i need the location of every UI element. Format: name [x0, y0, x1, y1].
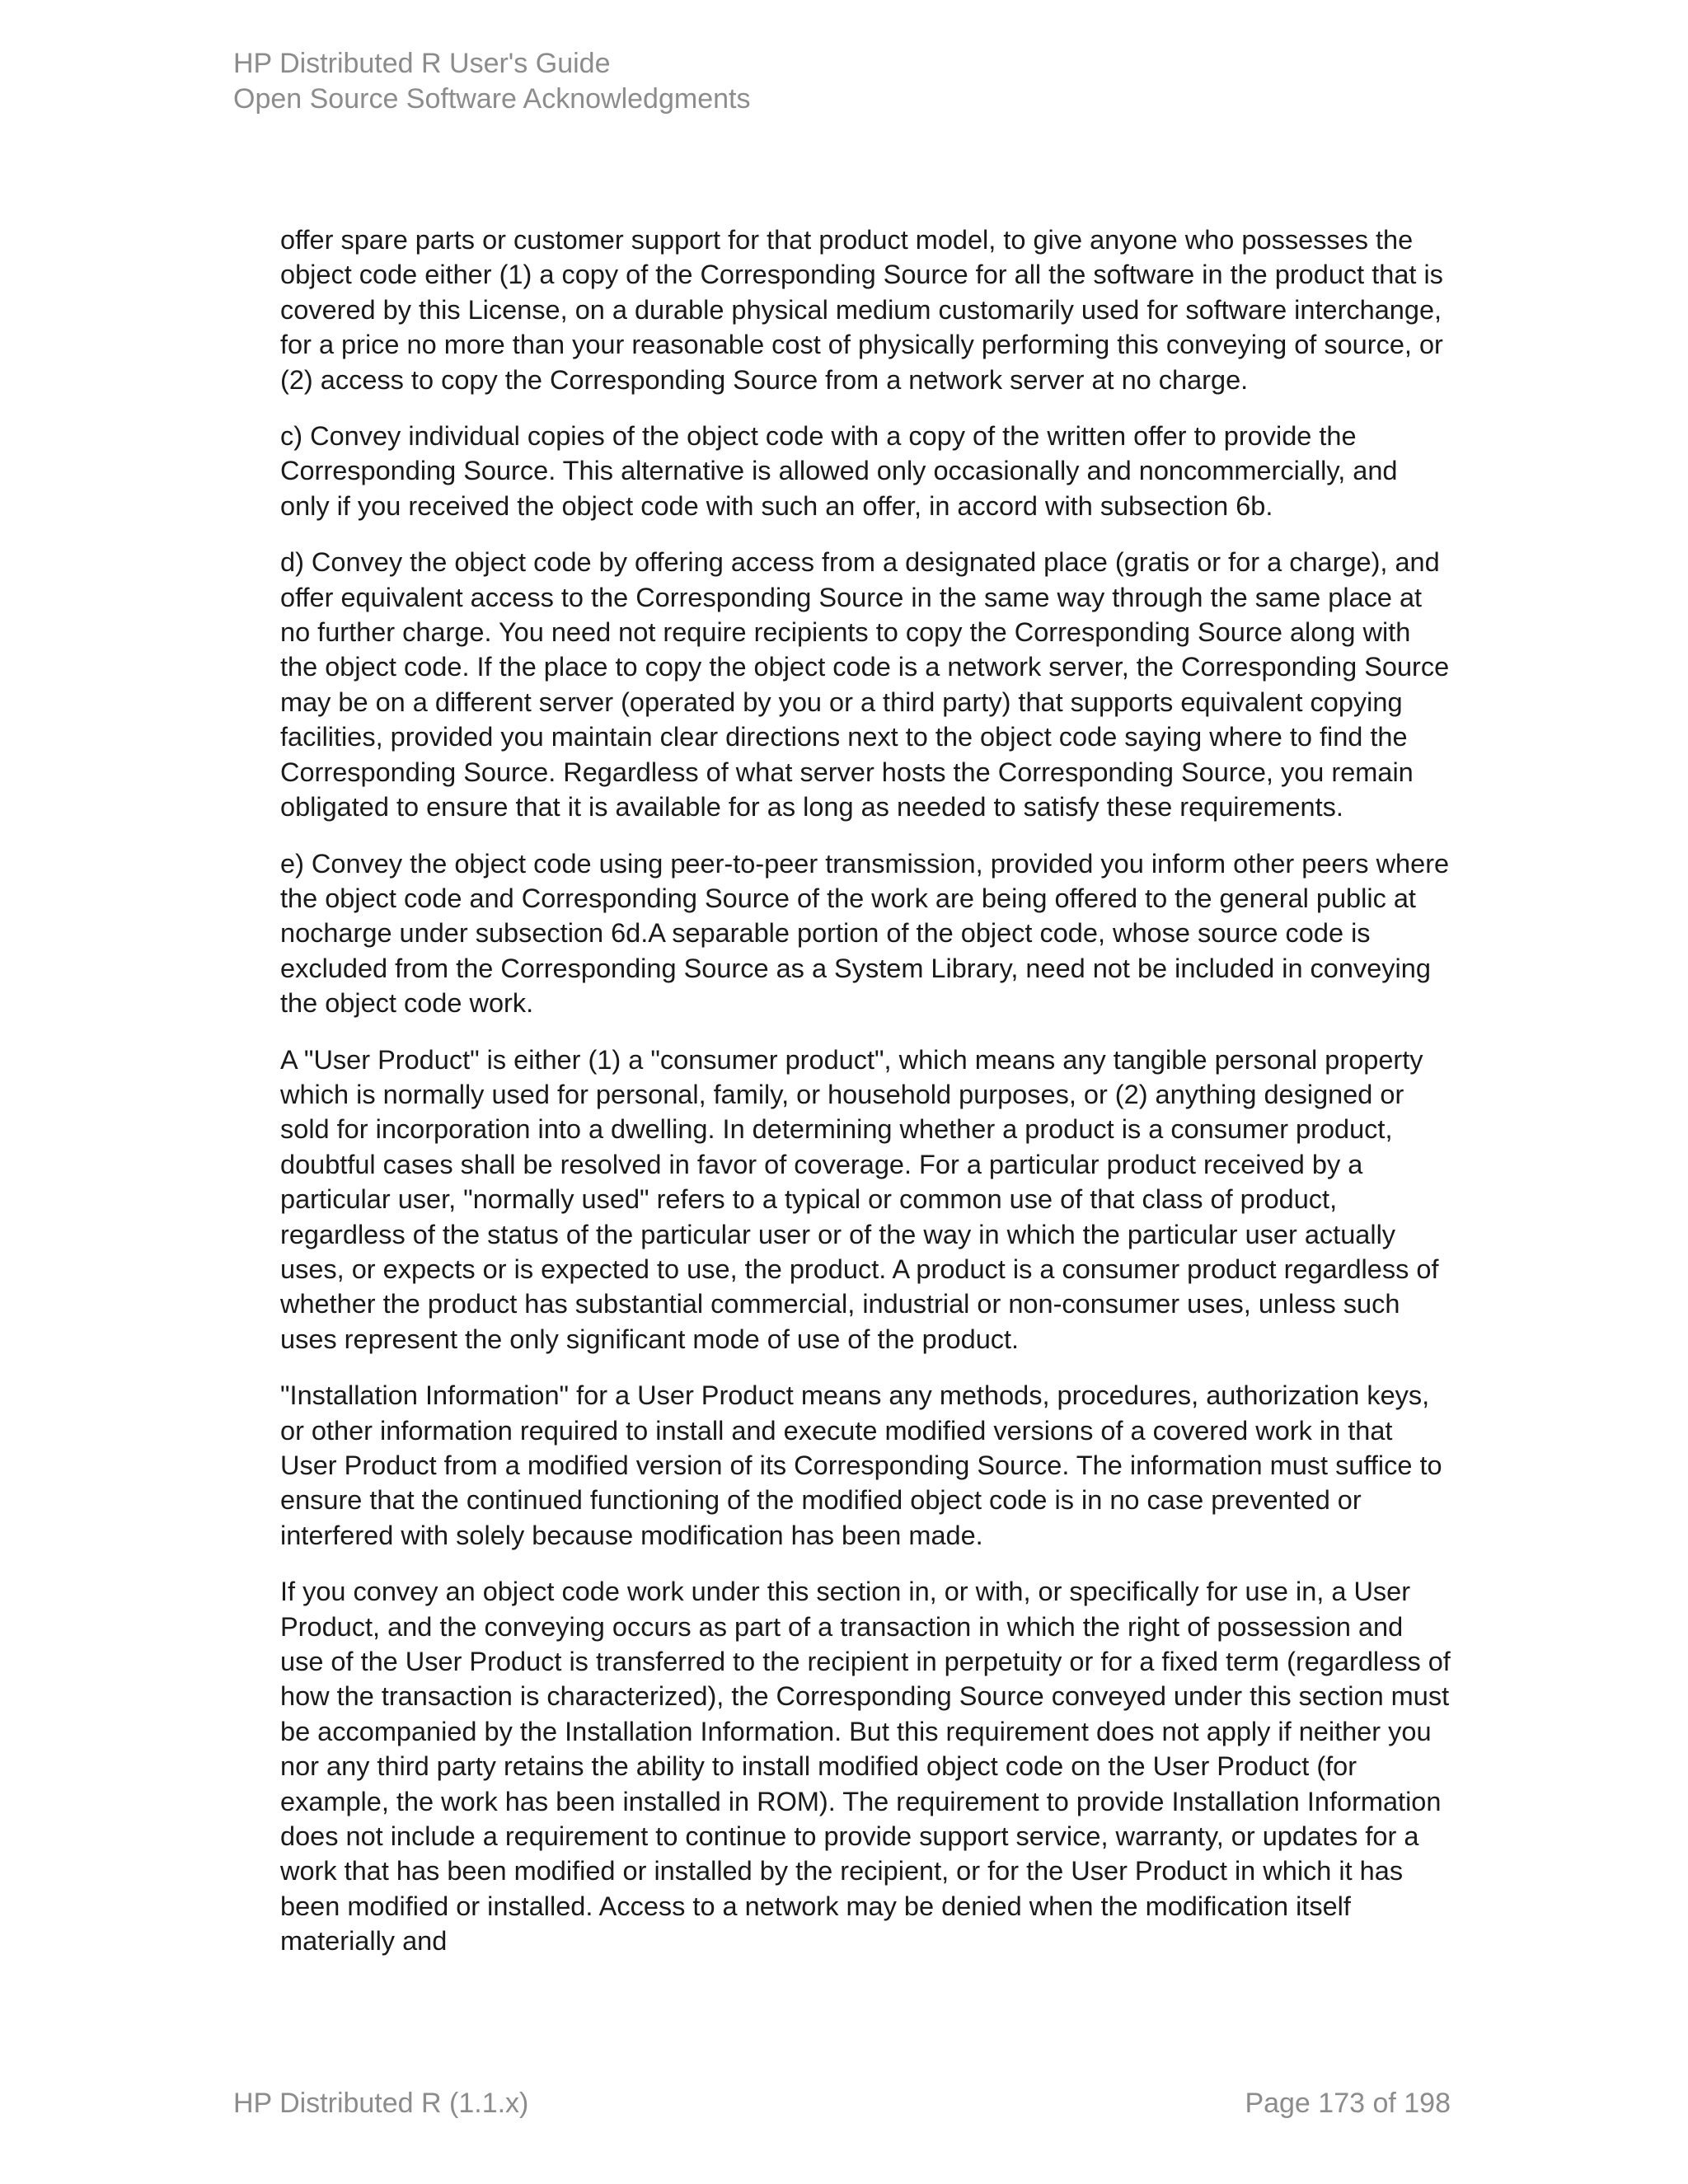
paragraph: e) Convey the object code using peer-to-peer transmission, provided you inform other peers where the object code and Corresponding Source of the work are being offered to the general public at nocharge under subsection 6d.A separable portion of the object code, whose source code is excluded from the Corresponding Source as a System Library, need not be included in conveying the object code work.: [280, 848, 1450, 1019]
product-version: HP Distributed R (1.1.x): [233, 2088, 529, 2119]
paragraph: If you convey an object code work under this section in, or with, or specifically for use in, a User Product, and the conveying occurs as part of a transaction in which the right of possession and use of the User Product is transferred to the recipient in perpetuity or for a fixed term (regardless of how the transaction is characterized), the Corresponding Source conveyed under this section must be accompanied by the Installation Information. But this requirement does not apply if neither you nor any third party retains the ability to install modified object code on the User Product (for example, the work has been installed in ROM). The requirement to provide Installation Information does not include a requirement to continue to provide support service, warranty, or updates for a work that has been modified or installed by the recipient, or for the User Product in which it has been modified or installed. Access to a network may be denied when the modification itself materially and: [280, 1577, 1451, 1957]
paragraph: c) Convey individual copies of the object code with a copy of the written offer to provide the Corresponding Source. This alternative is allowed only occasionally and noncommercially, and only if you received the object code with such an offer, in accord with subsection 6b.: [280, 421, 1398, 521]
running-header: [233, 46, 750, 117]
page-number: Page 173 of 198: [1245, 2088, 1451, 2119]
paragraph: A "User Product" is either (1) a "consumer product", which means any tangible personal property which is normally used for personal, family, or household purposes, or (2) anything designed or sold for incorporation into a dwelling. In determining whether a product is a consumer product, doubtful cases shall be resolved in favor of coverage. For a particular product received by a particular user, "normally used" refers to a typical or common use of that class of product, regardless of the status of the particular user or of the way in which the particular user actually uses, or expects or is expected to use, the product. A product is a consumer product regardless of whether the product has substantial commercial, industrial or non-consumer uses, unless such uses represent the only significant mode of use of the product.: [280, 1044, 1439, 1354]
section-title: Open Source Software Acknowledgments: [233, 83, 751, 115]
paragraph: "Installation Information" for a User Product means any methods, procedures, authorization keys, or other information required to install and execute modified versions of a covered work in that User Product from a modified version of its Corresponding Source. The information must suffice to ensure that the continued functioning of the modified object code is in no case prevented or interfered with solely because modification has been made.: [280, 1380, 1442, 1550]
document-title: HP Distributed R User's Guide: [233, 48, 611, 79]
paragraph: d) Convey the object code by offering access from a designated place (gratis or for a charge), and offer equivalent access to the Corresponding Source in the same way through the same place at no further charge. You need not require recipients to copy the Corresponding Source along with the object code. If the place to copy the object code is a network server, the Corresponding Source may be on a different server (operated by you or a third party) that supports equivalent copying facilities, provided you maintain clear directions next to the object code saying where to find the Corresponding Source. Regardless of what server hosts the Corresponding Source, you remain obligated to ensure that it is available for as long as needed to satisfy these requirements.: [280, 547, 1450, 823]
paragraph: offer spare parts or customer support for that product model, to give anyone who possesses the object code either (1) a copy of the Corresponding Source for all the software in the product that is covered by this License, on a durable physical medium customarily used for software interchange, for a price no more than your reasonable cost of physically performing this conveying of source, or (2) access to copy the Corresponding Source from a network server at no charge.: [280, 225, 1443, 395]
body-text: [280, 223, 1451, 1980]
